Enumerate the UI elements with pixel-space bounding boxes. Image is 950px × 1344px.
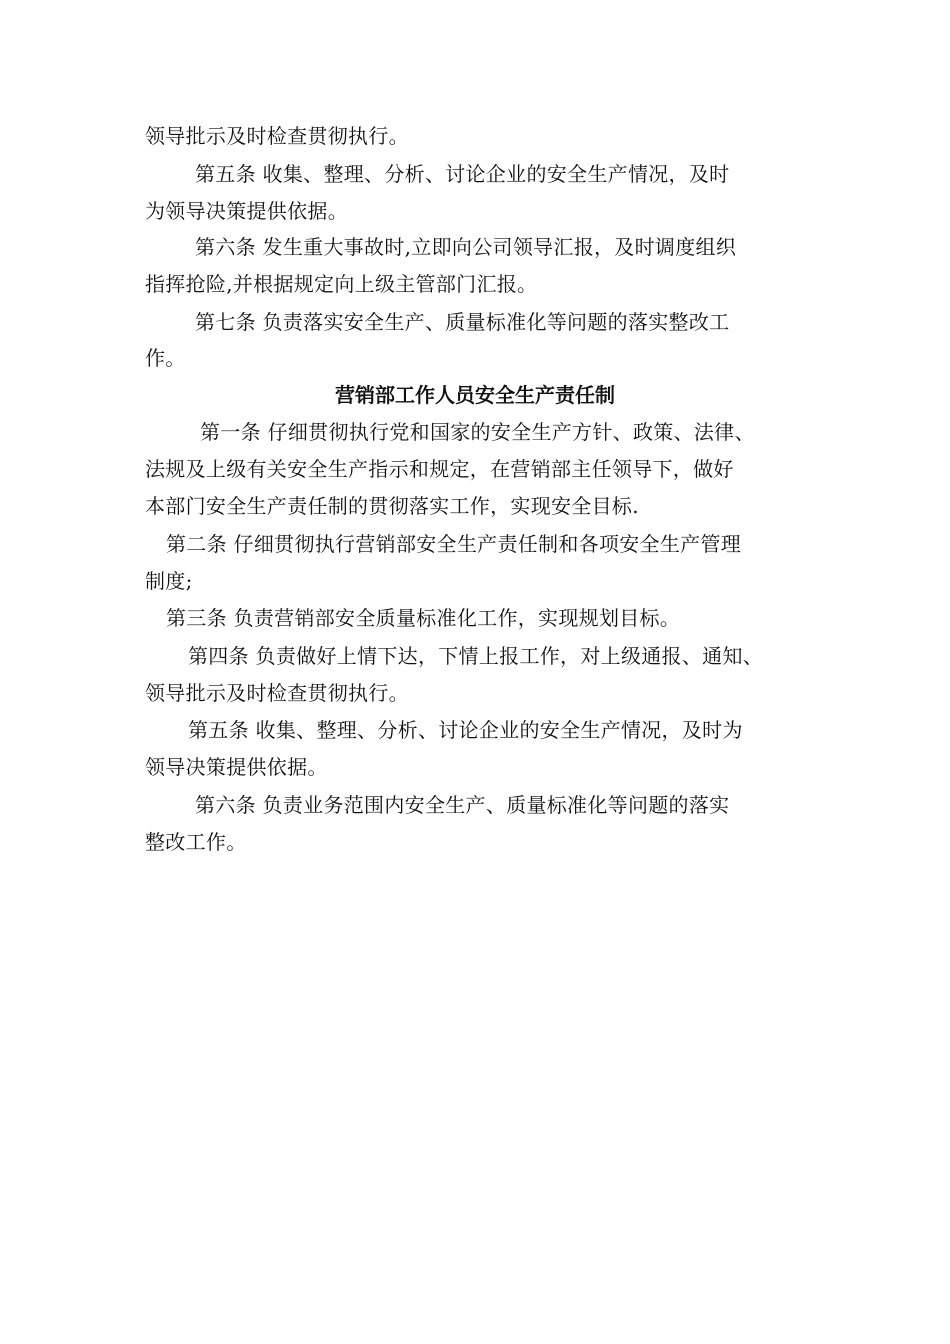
article-2-line-1: 第二条 仔细贯彻执行营销部安全生产责任制和各项安全生产管理 (166, 532, 742, 556)
article-5-line-2: 为领导决策提供依据。 (145, 199, 348, 223)
article-6b-line-1: 第六条 负责业务范围内安全生产、质量标准化等问题的落实 (195, 793, 730, 817)
article-5b-line-2: 领导决策提供依据。 (145, 755, 328, 779)
article-5b-line-1: 第五条 收集、整理、分析、讨论企业的安全生产情况，及时为 (188, 718, 743, 742)
article-5-line-1: 第五条 收集、整理、分析、讨论企业的安全生产情况，及时 (195, 162, 730, 186)
article-7-line-1: 第七条 负责落实安全生产、质量标准化等问题的落实整改工 (195, 310, 730, 334)
article-1-line-2: 法规及上级有关安全生产指示和规定，在营销部主任领导下，做好 (145, 457, 734, 481)
article-1-line-1: 第一条 仔细贯彻执行党和国家的安全生产方针、政策、法律、 (200, 420, 755, 444)
article-6-line-2: 指挥抢险,并根据规定向上级主管部门汇报。 (145, 272, 538, 296)
article-3-line-1: 第三条 负责营销部安全质量标准化工作，实现规划目标。 (166, 606, 681, 630)
article-7-line-2: 作。 (145, 346, 186, 370)
article-4-line-1: 第四条 负责做好上情下达，下情上报工作，对上级通报、通知、 (188, 644, 764, 668)
article-6-line-1: 第六条 发生重大事故时,立即向公司领导汇报，及时调度组织 (195, 235, 737, 259)
section-title: 营销部工作人员安全生产责任制 (335, 383, 615, 407)
article-4-line-2: 领导批示及时检查贯彻执行。 (145, 681, 409, 705)
article-1-line-3: 本部门安全生产责任制的贯彻落实工作，实现安全目标. (145, 494, 639, 518)
paragraph-line: 领导批示及时检查贯彻执行。 (145, 124, 409, 148)
article-2-line-2: 制度; (145, 569, 193, 593)
article-6b-line-2: 整改工作。 (145, 830, 247, 854)
